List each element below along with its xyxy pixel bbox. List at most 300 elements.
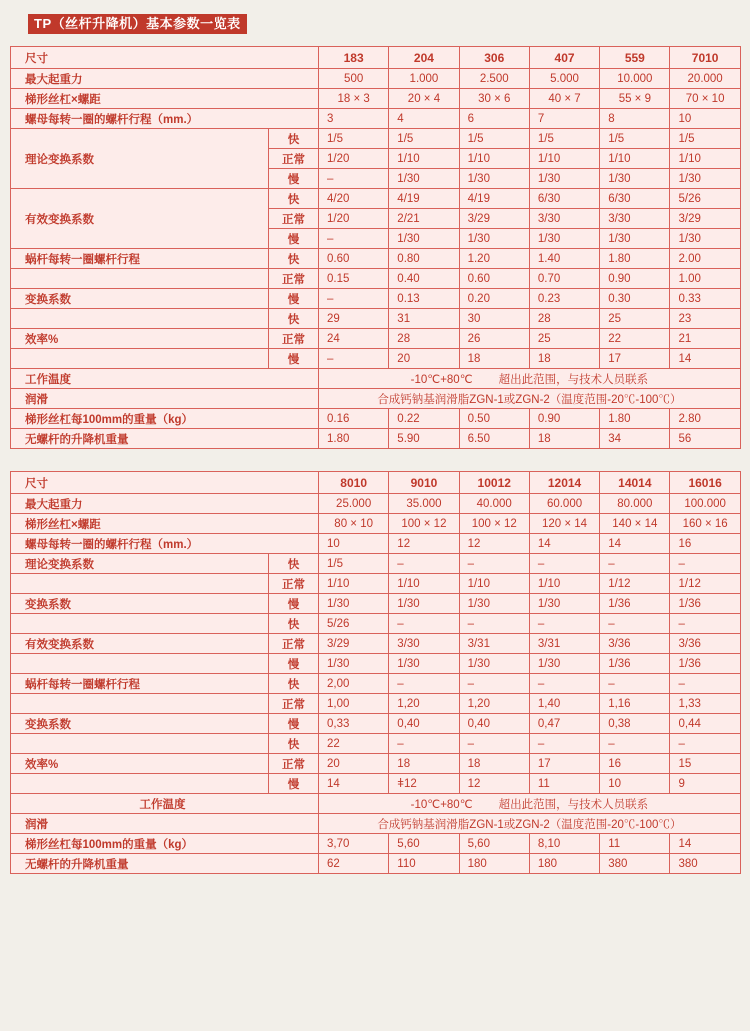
- cell-weight-100mm-5: 1.80: [600, 409, 670, 429]
- cell-theo-normal-6: 1/10: [670, 149, 740, 169]
- cell-theo-slow-1: 1/30: [319, 594, 389, 614]
- cell-worm-slow-2: 0,40: [389, 714, 459, 734]
- cell-weight-no-worm-2: 110: [389, 854, 459, 874]
- cell-max-capacity-4: 60.000: [529, 494, 599, 514]
- cell-screw-pitch-3: 30 × 6: [459, 89, 529, 109]
- cell-theo-slow-5: 1/30: [600, 169, 670, 189]
- speed-label-fast: 快: [269, 554, 319, 574]
- table-row-work-temp: [11, 794, 741, 814]
- table-row-theoretical-fast: [11, 129, 741, 149]
- table-row-worm-slow: [11, 714, 741, 734]
- cell-eff-slow-1: –: [319, 229, 389, 249]
- cell-eff-pct-fast-3: –: [459, 734, 529, 754]
- cell-eff-normal-4: 3/31: [529, 634, 599, 654]
- cell-screw-pitch-1: 80 × 10: [319, 514, 389, 534]
- cell-eff-normal-4: 3/30: [529, 209, 599, 229]
- cell-eff-pct-fast-4: –: [529, 734, 599, 754]
- cell-nut-travel-1: 10: [319, 534, 389, 554]
- size-header-5: 559: [600, 47, 670, 69]
- cell-eff-pct-normal-4: 17: [529, 754, 599, 774]
- cell-eff-normal-6: 3/29: [670, 209, 740, 229]
- cell-theo-normal-5: 1/12: [600, 574, 670, 594]
- cell-eff-fast-4: –: [529, 614, 599, 634]
- cell-nut-travel-3: 6: [459, 109, 529, 129]
- cell-eff-pct-slow-5: 17: [600, 349, 670, 369]
- cell-eff-normal-3: 3/29: [459, 209, 529, 229]
- size-header-3: 10012: [459, 472, 529, 494]
- cell-theo-slow-1: –: [319, 169, 389, 189]
- cell-worm-fast-1: 0.60: [319, 249, 389, 269]
- cell-worm-slow-5: 0.30: [600, 289, 670, 309]
- cell-lubrication-value: 合成钙钠基润滑脂ZGN-1或ZGN-2（温度范围-20℃-100℃）: [319, 389, 741, 409]
- cell-eff-pct-slow-1: –: [319, 349, 389, 369]
- cell-screw-pitch-6: 160 × 16: [670, 514, 740, 534]
- cell-max-capacity-1: 25.000: [319, 494, 389, 514]
- cell-lubrication-value: 合成钙钠基润滑脂ZGN-1或ZGN-2（温度范围-20℃-100℃）: [319, 814, 741, 834]
- cell-screw-pitch-5: 140 × 14: [600, 514, 670, 534]
- cell-worm-fast-5: 1.80: [600, 249, 670, 269]
- cell-worm-fast-5: –: [600, 674, 670, 694]
- cell-worm-slow-1: 0,33: [319, 714, 389, 734]
- cell-eff-normal-2: 2/21: [389, 209, 459, 229]
- page-title: TP（丝杆升降机）基本参数一览表: [28, 14, 247, 34]
- speed-label-slow: 慢: [269, 289, 319, 309]
- cell-weight-no-worm-6: 56: [670, 429, 740, 449]
- cell-screw-pitch-4: 40 × 7: [529, 89, 599, 109]
- row-label-nut-travel: 螺母每转一圈的螺杆行程（mm.）: [11, 534, 319, 554]
- table-row-efficiency-fast: [11, 309, 741, 329]
- table-row-efficiency-slow: [11, 349, 741, 369]
- cell-worm-normal-1: 0.15: [319, 269, 389, 289]
- row-label-lubrication: 润滑: [11, 389, 319, 409]
- row-label-screw-pitch: 梯形丝杠×螺距: [11, 514, 319, 534]
- cell-max-capacity-5: 80.000: [600, 494, 670, 514]
- cell-eff-normal-6: 3/36: [670, 634, 740, 654]
- table-row-theoretical-normal: [11, 574, 741, 594]
- cell-max-capacity-5: 10.000: [600, 69, 670, 89]
- cell-worm-normal-4: 1,40: [529, 694, 599, 714]
- cell-eff-pct-slow-2: ǂ12: [389, 774, 459, 794]
- cell-eff-fast-1: 5/26: [319, 614, 389, 634]
- cell-weight-100mm-3: 0.50: [459, 409, 529, 429]
- cell-worm-fast-4: –: [529, 674, 599, 694]
- cell-eff-fast-3: –: [459, 614, 529, 634]
- cell-nut-travel-4: 14: [529, 534, 599, 554]
- cell-eff-pct-normal-2: 18: [389, 754, 459, 774]
- cell-eff-pct-slow-3: 18: [459, 349, 529, 369]
- table-row-efficiency-slow: [11, 774, 741, 794]
- cell-weight-100mm-4: 0.90: [529, 409, 599, 429]
- cell-weight-no-worm-1: 62: [319, 854, 389, 874]
- temp-note: 超出此范围，与技术人员联系: [498, 798, 649, 811]
- size-header-4: 407: [529, 47, 599, 69]
- table-row-weight-100mm: [11, 409, 741, 429]
- cell-nut-travel-1: 3: [319, 109, 389, 129]
- table-row-theoretical-fast: [11, 554, 741, 574]
- table-row-effective-slow: [11, 654, 741, 674]
- size-header-2: 9010: [389, 472, 459, 494]
- spec-table-1: [10, 46, 741, 449]
- table-row-worm-fast: [11, 674, 741, 694]
- cell-nut-travel-3: 12: [459, 534, 529, 554]
- cell-worm-fast-2: 0.80: [389, 249, 459, 269]
- cell-weight-100mm-1: 3,70: [319, 834, 389, 854]
- row-label-worm-travel: 蜗杆每转一圈螺杆行程: [11, 674, 269, 694]
- speed-label-fast: 快: [269, 249, 319, 269]
- cell-eff-pct-slow-4: 18: [529, 349, 599, 369]
- speed-label-fast: 快: [269, 614, 319, 634]
- cell-max-capacity-1: 500: [319, 69, 389, 89]
- size-header-5: 14014: [600, 472, 670, 494]
- cell-theo-normal-4: 1/10: [529, 574, 599, 594]
- cell-eff-pct-normal-3: 18: [459, 754, 529, 774]
- cell-weight-100mm-4: 8,10: [529, 834, 599, 854]
- row-label-weight-100mm: 梯形丝杠每100mm的重量（kg）: [11, 409, 319, 429]
- cell-eff-pct-normal-6: 21: [670, 329, 740, 349]
- cell-eff-pct-slow-3: 12: [459, 774, 529, 794]
- cell-eff-normal-1: 3/29: [319, 634, 389, 654]
- size-header-6: 16016: [670, 472, 740, 494]
- cell-eff-pct-fast-3: 30: [459, 309, 529, 329]
- cell-theo-normal-3: 1/10: [459, 574, 529, 594]
- row-label-theoretical-ratio: 理论变换系数: [11, 129, 269, 189]
- cell-eff-pct-fast-4: 28: [529, 309, 599, 329]
- cell-theo-normal-5: 1/10: [600, 149, 670, 169]
- cell-theo-fast-4: 1/5: [529, 129, 599, 149]
- cell-eff-pct-slow-6: 9: [670, 774, 740, 794]
- cell-screw-pitch-4: 120 × 14: [529, 514, 599, 534]
- speed-label-normal: 正常: [269, 574, 319, 594]
- cell-worm-slow-6: 0,44: [670, 714, 740, 734]
- cell-weight-no-worm-4: 180: [529, 854, 599, 874]
- cell-theo-fast-4: –: [529, 554, 599, 574]
- cell-eff-fast-5: –: [600, 614, 670, 634]
- cell-worm-fast-1: 2,00: [319, 674, 389, 694]
- table-row-screw-pitch: [11, 89, 741, 109]
- cell-eff-pct-slow-4: 11: [529, 774, 599, 794]
- cell-theo-normal-4: 1/10: [529, 149, 599, 169]
- row-label-screw-pitch: 梯形丝杠×螺距: [11, 89, 319, 109]
- cell-worm-fast-6: –: [670, 674, 740, 694]
- size-header-2: 204: [389, 47, 459, 69]
- row-label-blank-9: [11, 774, 269, 794]
- cell-theo-slow-3: 1/30: [459, 594, 529, 614]
- cell-worm-slow-4: 0,47: [529, 714, 599, 734]
- cell-theo-fast-6: 1/5: [670, 129, 740, 149]
- spec-table-2: [10, 471, 741, 874]
- cell-eff-pct-slow-1: 14: [319, 774, 389, 794]
- cell-screw-pitch-3: 100 × 12: [459, 514, 529, 534]
- cell-eff-pct-fast-1: 29: [319, 309, 389, 329]
- row-label-blank-1: [11, 269, 269, 289]
- table-row-weight-no-worm: [11, 854, 741, 874]
- row-label-weight-no-worm: 无螺杆的升降机重量: [11, 854, 319, 874]
- cell-nut-travel-5: 14: [600, 534, 670, 554]
- document-title-bar: [28, 14, 740, 34]
- table-row-weight-100mm: [11, 834, 741, 854]
- cell-eff-pct-fast-5: 25: [600, 309, 670, 329]
- row-label-effective-ratio: 有效变换系数: [11, 189, 269, 249]
- cell-worm-slow-5: 0,38: [600, 714, 670, 734]
- cell-nut-travel-4: 7: [529, 109, 599, 129]
- cell-eff-pct-normal-5: 22: [600, 329, 670, 349]
- cell-weight-no-worm-2: 5.90: [389, 429, 459, 449]
- cell-weight-100mm-2: 0.22: [389, 409, 459, 429]
- table-row-worm-slow: [11, 289, 741, 309]
- cell-eff-slow-3: 1/30: [459, 229, 529, 249]
- speed-label-normal: 正常: [269, 209, 319, 229]
- table-row-worm-fast: [11, 249, 741, 269]
- table-row-worm-normal: [11, 269, 741, 289]
- speed-label-slow: 慢: [269, 774, 319, 794]
- cell-weight-no-worm-5: 34: [600, 429, 670, 449]
- cell-theo-normal-1: 1/10: [319, 574, 389, 594]
- cell-theo-fast-2: 1/5: [389, 129, 459, 149]
- cell-eff-fast-2: 4/19: [389, 189, 459, 209]
- cell-theo-normal-6: 1/12: [670, 574, 740, 594]
- speed-label-slow: 慢: [269, 349, 319, 369]
- speed-label-fast: 快: [269, 189, 319, 209]
- cell-worm-slow-3: 0,40: [459, 714, 529, 734]
- speed-label-fast: 快: [269, 309, 319, 329]
- cell-max-capacity-6: 20.000: [670, 69, 740, 89]
- speed-label-slow: 慢: [269, 229, 319, 249]
- table-row-max-capacity: [11, 494, 741, 514]
- table-row-efficiency-fast: [11, 734, 741, 754]
- cell-worm-slow-4: 0.23: [529, 289, 599, 309]
- row-label-work-temp: 工作温度: [11, 369, 319, 389]
- cell-eff-pct-slow-5: 10: [600, 774, 670, 794]
- row-label-efficiency-2: 效率%: [11, 754, 269, 774]
- cell-eff-fast-6: 5/26: [670, 189, 740, 209]
- cell-eff-slow-2: 1/30: [389, 654, 459, 674]
- cell-eff-pct-fast-6: 23: [670, 309, 740, 329]
- row-label-blank-4: [11, 574, 269, 594]
- cell-max-capacity-6: 100.000: [670, 494, 740, 514]
- cell-worm-normal-6: 1,33: [670, 694, 740, 714]
- cell-worm-normal-1: 1,00: [319, 694, 389, 714]
- row-label-nut-travel: 螺母每转一圈的螺杆行程（mm.）: [11, 109, 319, 129]
- cell-theo-fast-3: 1/5: [459, 129, 529, 149]
- cell-worm-normal-4: 0.70: [529, 269, 599, 289]
- cell-work-temp-value: [319, 369, 741, 389]
- cell-nut-travel-2: 4: [389, 109, 459, 129]
- cell-eff-pct-normal-1: 20: [319, 754, 389, 774]
- cell-screw-pitch-2: 20 × 4: [389, 89, 459, 109]
- cell-worm-normal-3: 0.60: [459, 269, 529, 289]
- cell-eff-normal-2: 3/30: [389, 634, 459, 654]
- cell-eff-slow-1: 1/30: [319, 654, 389, 674]
- cell-eff-pct-fast-5: –: [600, 734, 670, 754]
- speed-label-fast: 快: [269, 129, 319, 149]
- table-row-worm-normal: [11, 694, 741, 714]
- speed-label-slow: 慢: [269, 654, 319, 674]
- cell-eff-fast-6: –: [670, 614, 740, 634]
- cell-nut-travel-5: 8: [600, 109, 670, 129]
- cell-eff-slow-6: 1/36: [670, 654, 740, 674]
- table-row-lubrication: [11, 389, 741, 409]
- table-row-weight-no-worm: [11, 429, 741, 449]
- cell-theo-slow-6: 1/36: [670, 594, 740, 614]
- cell-theo-slow-2: 1/30: [389, 169, 459, 189]
- cell-weight-no-worm-3: 6.50: [459, 429, 529, 449]
- row-label-effective-ratio: 有效变换系数: [11, 634, 269, 654]
- table-row-efficiency-normal: [11, 329, 741, 349]
- speed-label-slow: 慢: [269, 594, 319, 614]
- speed-label-normal: 正常: [269, 329, 319, 349]
- table-row-nut-travel: [11, 534, 741, 554]
- cell-nut-travel-6: 16: [670, 534, 740, 554]
- cell-screw-pitch-6: 70 × 10: [670, 89, 740, 109]
- cell-theo-slow-6: 1/30: [670, 169, 740, 189]
- row-label-max-capacity: 最大起重力: [11, 69, 319, 89]
- cell-weight-100mm-5: 11: [600, 834, 670, 854]
- cell-worm-fast-3: –: [459, 674, 529, 694]
- cell-eff-pct-fast-6: –: [670, 734, 740, 754]
- cell-max-capacity-2: 1.000: [389, 69, 459, 89]
- cell-theo-slow-5: 1/36: [600, 594, 670, 614]
- cell-eff-slow-3: 1/30: [459, 654, 529, 674]
- table-row-lubrication: [11, 814, 741, 834]
- cell-weight-no-worm-1: 1.80: [319, 429, 389, 449]
- speed-label-slow: 慢: [269, 169, 319, 189]
- cell-worm-fast-4: 1.40: [529, 249, 599, 269]
- cell-theo-normal-2: 1/10: [389, 574, 459, 594]
- row-label-blank-3: [11, 349, 269, 369]
- temp-range: -10℃+80℃: [410, 798, 473, 811]
- cell-worm-normal-5: 0.90: [600, 269, 670, 289]
- table-row-work-temp: [11, 369, 741, 389]
- cell-eff-pct-normal-1: 24: [319, 329, 389, 349]
- cell-eff-normal-1: 1/20: [319, 209, 389, 229]
- row-label-ratio-2: 变换系数: [11, 714, 269, 734]
- row-label-blank-6: [11, 654, 269, 674]
- cell-eff-pct-fast-1: 22: [319, 734, 389, 754]
- cell-nut-travel-2: 12: [389, 534, 459, 554]
- row-label-blank-7: [11, 694, 269, 714]
- speed-label-normal: 正常: [269, 754, 319, 774]
- row-label-work-temp: 工作温度: [11, 794, 319, 814]
- cell-worm-normal-5: 1,16: [600, 694, 670, 714]
- table-row-effective-fast: [11, 614, 741, 634]
- cell-nut-travel-6: 10: [670, 109, 740, 129]
- cell-eff-fast-1: 4/20: [319, 189, 389, 209]
- cell-weight-no-worm-5: 380: [600, 854, 670, 874]
- cell-max-capacity-4: 5.000: [529, 69, 599, 89]
- table-row-theoretical-slow: [11, 594, 741, 614]
- row-label-ratio: 变换系数: [11, 594, 269, 614]
- cell-theo-fast-5: 1/5: [600, 129, 670, 149]
- cell-theo-fast-1: 1/5: [319, 129, 389, 149]
- cell-worm-normal-3: 1,20: [459, 694, 529, 714]
- cell-theo-slow-4: 1/30: [529, 594, 599, 614]
- cell-worm-normal-6: 1.00: [670, 269, 740, 289]
- cell-worm-normal-2: 0.40: [389, 269, 459, 289]
- row-label-worm-travel: 蜗杆每转一圈螺杆行程: [11, 249, 269, 269]
- cell-eff-pct-normal-2: 28: [389, 329, 459, 349]
- row-label-max-capacity: 最大起重力: [11, 494, 319, 514]
- row-label-blank-5: [11, 614, 269, 634]
- table-row-effective-normal: [11, 634, 741, 654]
- speed-label-fast: 快: [269, 674, 319, 694]
- cell-eff-slow-5: 1/36: [600, 654, 670, 674]
- row-label-size: 尺寸: [11, 472, 319, 494]
- cell-eff-slow-5: 1/30: [600, 229, 670, 249]
- cell-worm-fast-6: 2.00: [670, 249, 740, 269]
- size-header-3: 306: [459, 47, 529, 69]
- cell-weight-100mm-3: 5,60: [459, 834, 529, 854]
- cell-weight-100mm-1: 0.16: [319, 409, 389, 429]
- row-label-ratio: 变换系数: [11, 289, 269, 309]
- table-row-size: [11, 47, 741, 69]
- speed-label-normal: 正常: [269, 694, 319, 714]
- cell-theo-fast-6: –: [670, 554, 740, 574]
- cell-eff-normal-5: 3/36: [600, 634, 670, 654]
- cell-eff-slow-4: 1/30: [529, 654, 599, 674]
- table-row-max-capacity: [11, 69, 741, 89]
- cell-theo-fast-1: 1/5: [319, 554, 389, 574]
- speed-label-normal: 正常: [269, 269, 319, 289]
- size-header-6: 7010: [670, 47, 740, 69]
- table-row-nut-travel: [11, 109, 741, 129]
- row-label-size: 尺寸: [11, 47, 319, 69]
- cell-eff-slow-4: 1/30: [529, 229, 599, 249]
- cell-eff-pct-normal-4: 25: [529, 329, 599, 349]
- cell-theo-slow-3: 1/30: [459, 169, 529, 189]
- cell-max-capacity-2: 35.000: [389, 494, 459, 514]
- cell-eff-fast-3: 4/19: [459, 189, 529, 209]
- cell-theo-normal-2: 1/10: [389, 149, 459, 169]
- row-label-lubrication: 润滑: [11, 814, 319, 834]
- size-header-1: 8010: [319, 472, 389, 494]
- row-label-theoretical-ratio: 理论变换系数: [11, 554, 269, 574]
- cell-weight-100mm-6: 2.80: [670, 409, 740, 429]
- cell-worm-slow-1: –: [319, 289, 389, 309]
- cell-worm-fast-2: –: [389, 674, 459, 694]
- cell-worm-fast-3: 1.20: [459, 249, 529, 269]
- row-label-weight-no-worm: 无螺杆的升降机重量: [11, 429, 319, 449]
- temp-range: -10℃+80℃: [410, 373, 473, 386]
- cell-eff-pct-normal-3: 26: [459, 329, 529, 349]
- table-row-effective-fast: [11, 189, 741, 209]
- cell-weight-no-worm-4: 18: [529, 429, 599, 449]
- size-header-4: 12014: [529, 472, 599, 494]
- cell-theo-slow-4: 1/30: [529, 169, 599, 189]
- cell-work-temp-value: [319, 794, 741, 814]
- cell-eff-pct-slow-6: 14: [670, 349, 740, 369]
- cell-weight-no-worm-3: 180: [459, 854, 529, 874]
- cell-eff-fast-2: –: [389, 614, 459, 634]
- row-label-weight-100mm: 梯形丝杠每100mm的重量（kg）: [11, 834, 319, 854]
- cell-worm-slow-3: 0.20: [459, 289, 529, 309]
- cell-eff-normal-5: 3/30: [600, 209, 670, 229]
- cell-weight-no-worm-6: 380: [670, 854, 740, 874]
- cell-screw-pitch-5: 55 × 9: [600, 89, 670, 109]
- cell-screw-pitch-1: 18 × 3: [319, 89, 389, 109]
- cell-max-capacity-3: 40.000: [459, 494, 529, 514]
- cell-eff-pct-normal-6: 15: [670, 754, 740, 774]
- cell-theo-fast-2: –: [389, 554, 459, 574]
- cell-eff-pct-fast-2: –: [389, 734, 459, 754]
- cell-eff-fast-4: 6/30: [529, 189, 599, 209]
- row-label-blank-8: [11, 734, 269, 754]
- speed-label-slow: 慢: [269, 714, 319, 734]
- table-row-size: [11, 472, 741, 494]
- temp-note: 超出此范围，与技术人员联系: [498, 373, 649, 386]
- speed-label-normal: 正常: [269, 634, 319, 654]
- cell-eff-pct-slow-2: 20: [389, 349, 459, 369]
- cell-eff-slow-2: 1/30: [389, 229, 459, 249]
